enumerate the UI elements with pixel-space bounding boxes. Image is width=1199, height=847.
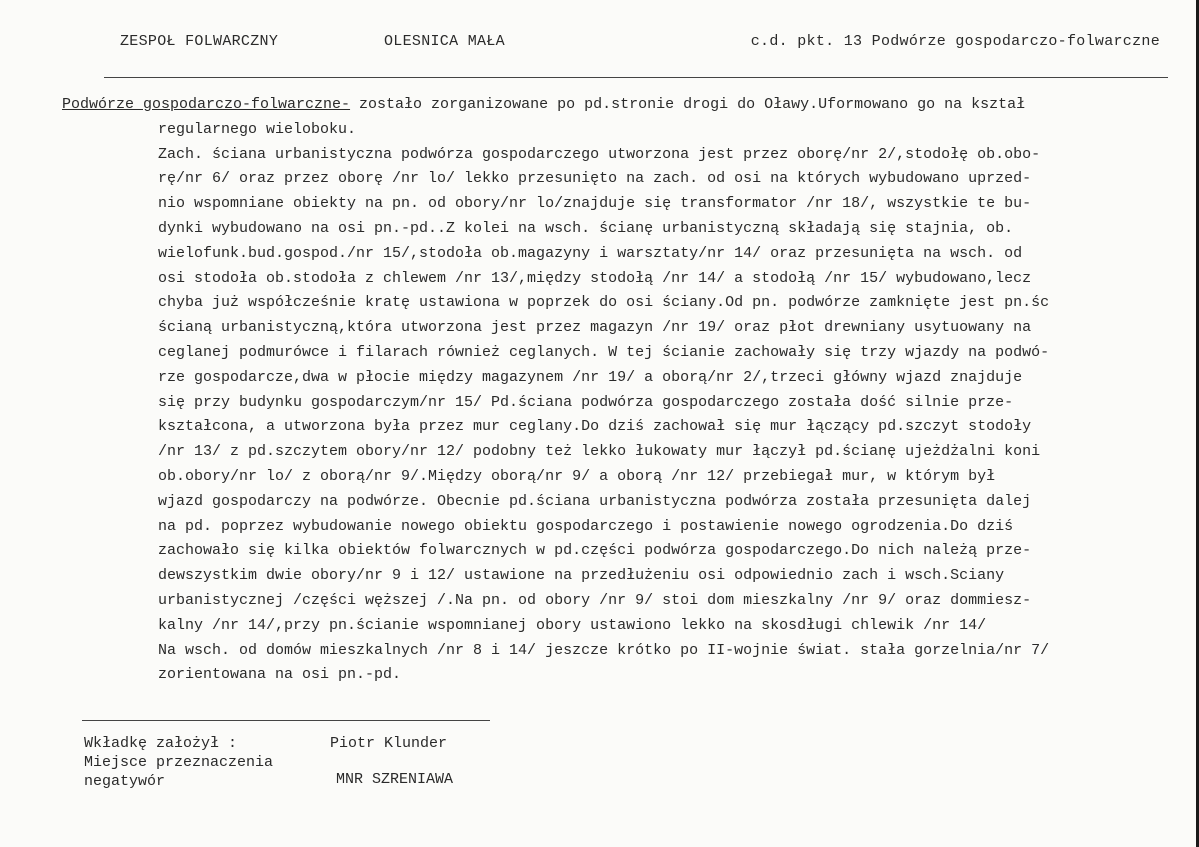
body-line: dynki wybudowano na osi pn.-pd..Z kolei na wsch. ścianę urbanistyczną składają się stajnia, ob. xyxy=(158,219,1014,237)
body-line: urbanistycznej /części węższej /.Na pn. od obory /nr 9/ stoi dom mieszkalny /nr 9/ oraz dommiesz- xyxy=(158,591,1032,609)
footer-label-author: Wkładkę założył : xyxy=(84,735,238,752)
body-line: kalny /nr 14/,przy pn.ścianie wspomnianej obory ustawiono lekko na skosdługi chlewik /nr 14/ xyxy=(158,616,987,634)
footer-label-storage: Miejsce przeznaczenia xyxy=(84,754,274,771)
body-line: na pd. poprzez wybudowanie nowego obiektu gospodarczego i postawienie nowego ogrodzenia.Do dziś xyxy=(158,517,1014,535)
body-line: zostało zorganizowane po pd.stronie drogi do Oławy.Uformowano go na kształ xyxy=(350,96,1026,113)
header-section-ref: c.d. pkt. 13 Podwórze gospodarczo-folwarczne xyxy=(750,33,1160,50)
body-line: nio wspomniane obiekty na pn. od obory/nr lo/znajduje się transformator /nr 18/, wszystkie te bu- xyxy=(158,195,1032,213)
section-heading: Podwórze gospodarczo-folwarczne- xyxy=(62,96,351,113)
body-line: kształcona, a utworzona była przez mur ceglany.Do dziś zachował się mur łączący pd.szczyt stodoły xyxy=(158,418,1032,436)
body-line: Zach. ściana urbanistyczna podwórza gospodarczego utworzona jest przez oborę/nr 2/,stodołę ob.obo- xyxy=(158,145,1041,163)
body-line: ob.obory/nr lo/ z oborą/nr 9/.Między oborą/nr 9/ a oborą /nr 12/ przebiegał mur, w którym był xyxy=(158,467,996,485)
body-line: Na wsch. od domów mieszkalnych /nr 8 i 14/ jeszcze krótko po II-wojnie świat. stała gorzelnia/nr 7/ xyxy=(158,641,1050,659)
body-line: regularnego wieloboku. xyxy=(158,120,357,138)
body-line: wielofunk.bud.gospod./nr 15/,stodoła ob.magazyny i warsztaty/nr 14/ oraz przesunięta na wsch. od xyxy=(158,244,1023,262)
body-line: rę/nr 6/ oraz przez oborę /nr lo/ lekko przesunięto na zach. od osi na których wybudowano uprzed- xyxy=(158,170,1032,188)
body-line: się przy budynku gospodarczym/nr 15/ Pd.ściana podwórza gospodarczego została dość silnie prze- xyxy=(158,393,1014,411)
footer-value-author: Piotr Klunder xyxy=(330,735,448,752)
body-line: osi stodoła ob.stodoła z chlewem /nr 13/,między stodołą /nr 14/ a stodołą /nr 15/ wybudowano,lecz xyxy=(158,269,1032,287)
body-line: zorientowana na osi pn.-pd. xyxy=(158,666,402,684)
body-line: zachowało się kilka obiektów folwarcznych w pd.części podwórza gospodarczego.Do nich należą prze- xyxy=(158,542,1032,560)
first-line xyxy=(62,93,1049,118)
footer-label-negative: negatywór xyxy=(84,773,166,790)
body-line: chyba już współcześnie kratę ustawiona w poprzek do osi ściany.Od pn. podwórze zamknięte jest pn.śc xyxy=(158,294,1050,312)
document-body xyxy=(62,93,1049,688)
footer-divider xyxy=(82,720,490,721)
body-line: rze gospodarcze,dwa w płocie między magazynem /nr 19/ a oborą/nr 2/,trzeci główny wjazd znajduje xyxy=(158,368,1023,386)
body-line: wjazd gospodarczy na podwórze. Obecnie pd.ściana urbanistyczna podwórza została przesunięta dalej xyxy=(158,492,1032,510)
header-location: OLESNICA MAŁA xyxy=(384,33,505,50)
body-line: ceglanej podmurówce i filarach również ceglanych. W tej ścianie zachowały się trzy wjazdy na podwó- xyxy=(158,343,1050,361)
footer-value-storage: MNR SZRENIAWA xyxy=(336,771,454,788)
body-line: ścianą urbanistyczną,która utworzona jest przez magazyn /nr 19/ oraz płot drewniany usytuowany na xyxy=(158,319,1032,337)
body-line: dewszystkim dwie obory/nr 9 i 12/ ustawione na przedłużeniu osi odpowiednio zach i wsch.Sciany xyxy=(158,567,1005,585)
body-line: /nr 13/ z pd.szczytem obory/nr 12/ podobny też lekko łukowaty mur łączył pd.ścianę ujeżdżalni koni xyxy=(158,443,1041,461)
header-complex-name: ZESPOŁ FOLWARCZNY xyxy=(120,33,279,50)
header-divider xyxy=(104,77,1168,78)
